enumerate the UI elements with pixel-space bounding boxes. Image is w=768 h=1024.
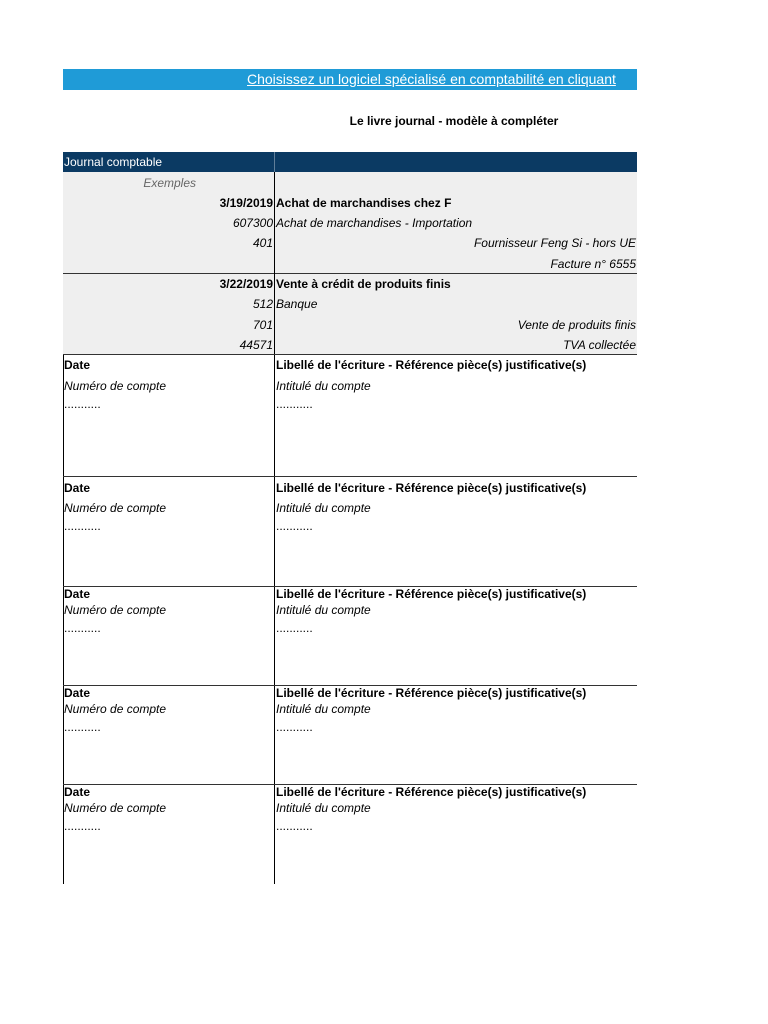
dots-placeholder[interactable]: ........... [276, 397, 313, 411]
header-divider [274, 152, 275, 172]
entry-label[interactable]: Libellé de l'écriture - Référence pièce(s) justificative(s) [276, 587, 587, 601]
example1-account2-label: Fournisseur Feng Si - hors UE [473, 236, 636, 250]
account-number-label[interactable]: Numéro de compte [64, 603, 167, 617]
date-label[interactable]: Date [64, 686, 91, 700]
dots-placeholder[interactable]: ........... [64, 621, 101, 635]
example2-account1-number: 512 [252, 297, 273, 311]
dots-placeholder[interactable]: ........... [64, 519, 101, 533]
account-title-label[interactable]: Intitulé du compte [276, 801, 371, 815]
example1-description: Achat de marchandises chez F [276, 196, 452, 210]
account-title-label[interactable]: Intitulé du compte [276, 702, 371, 716]
dots-placeholder[interactable]: ........... [64, 819, 101, 833]
account-number-label[interactable]: Numéro de compte [64, 501, 167, 515]
date-label[interactable]: Date [64, 358, 91, 372]
date-label[interactable]: Date [64, 587, 91, 601]
account-number-label[interactable]: Numéro de compte [64, 379, 167, 393]
dots-placeholder[interactable]: ........... [276, 621, 313, 635]
example2-account1-label: Banque [276, 297, 318, 311]
example2-account3-number: 44571 [239, 338, 273, 352]
dots-placeholder[interactable]: ........... [276, 720, 313, 734]
account-title-label[interactable]: Intitulé du compte [276, 603, 371, 617]
journal-header-label: Journal comptable [64, 155, 163, 169]
dots-placeholder[interactable]: ........... [64, 397, 101, 411]
entry-label[interactable]: Libellé de l'écriture - Référence pièce(s) justificative(s) [276, 481, 587, 495]
account-title-label[interactable]: Intitulé du compte [276, 379, 371, 393]
dots-placeholder[interactable]: ........... [276, 819, 313, 833]
example1-account2-number: 401 [252, 236, 273, 250]
entry-label[interactable]: Libellé de l'écriture - Référence pièce(s) justificative(s) [276, 686, 587, 700]
software-link[interactable]: Choisissez un logiciel spécialisé en comptabilité en cliquant [247, 71, 616, 87]
date-label[interactable]: Date [64, 481, 91, 495]
account-number-label[interactable]: Numéro de compte [64, 702, 167, 716]
entry-separator [63, 476, 637, 477]
journal-header [63, 152, 637, 172]
example1-account1-label: Achat de marchandises - Importation [276, 216, 473, 230]
dots-placeholder[interactable]: ........... [64, 720, 101, 734]
examples-label: Exemples [143, 176, 196, 190]
entry-label[interactable]: Libellé de l'écriture - Référence pièce(s) justificative(s) [276, 785, 587, 799]
example2-date: 3/22/2019 [219, 277, 273, 291]
example1-date: 3/19/2019 [219, 196, 273, 210]
example1-reference: Facture n° 6555 [550, 257, 636, 271]
example2-account2-number: 701 [252, 318, 273, 332]
example2-description: Vente à crédit de produits finis [276, 277, 451, 291]
column-divider-templates [274, 354, 275, 884]
page-title: Le livre journal - modèle à compléter [349, 114, 559, 128]
example2-account3-label: TVA collectée [563, 338, 636, 352]
account-title-label[interactable]: Intitulé du compte [276, 501, 371, 515]
promo-banner [63, 69, 637, 90]
example2-account2-label: Vente de produits finis [517, 318, 636, 332]
entry-separator [63, 354, 637, 355]
example1-account1-number: 607300 [232, 216, 273, 230]
entry-label[interactable]: Libellé de l'écriture - Référence pièce(s) justificative(s) [276, 358, 587, 372]
column-divider [274, 172, 275, 354]
account-number-label[interactable]: Numéro de compte [64, 801, 167, 815]
dots-placeholder[interactable]: ........... [276, 519, 313, 533]
date-label[interactable]: Date [64, 785, 91, 799]
